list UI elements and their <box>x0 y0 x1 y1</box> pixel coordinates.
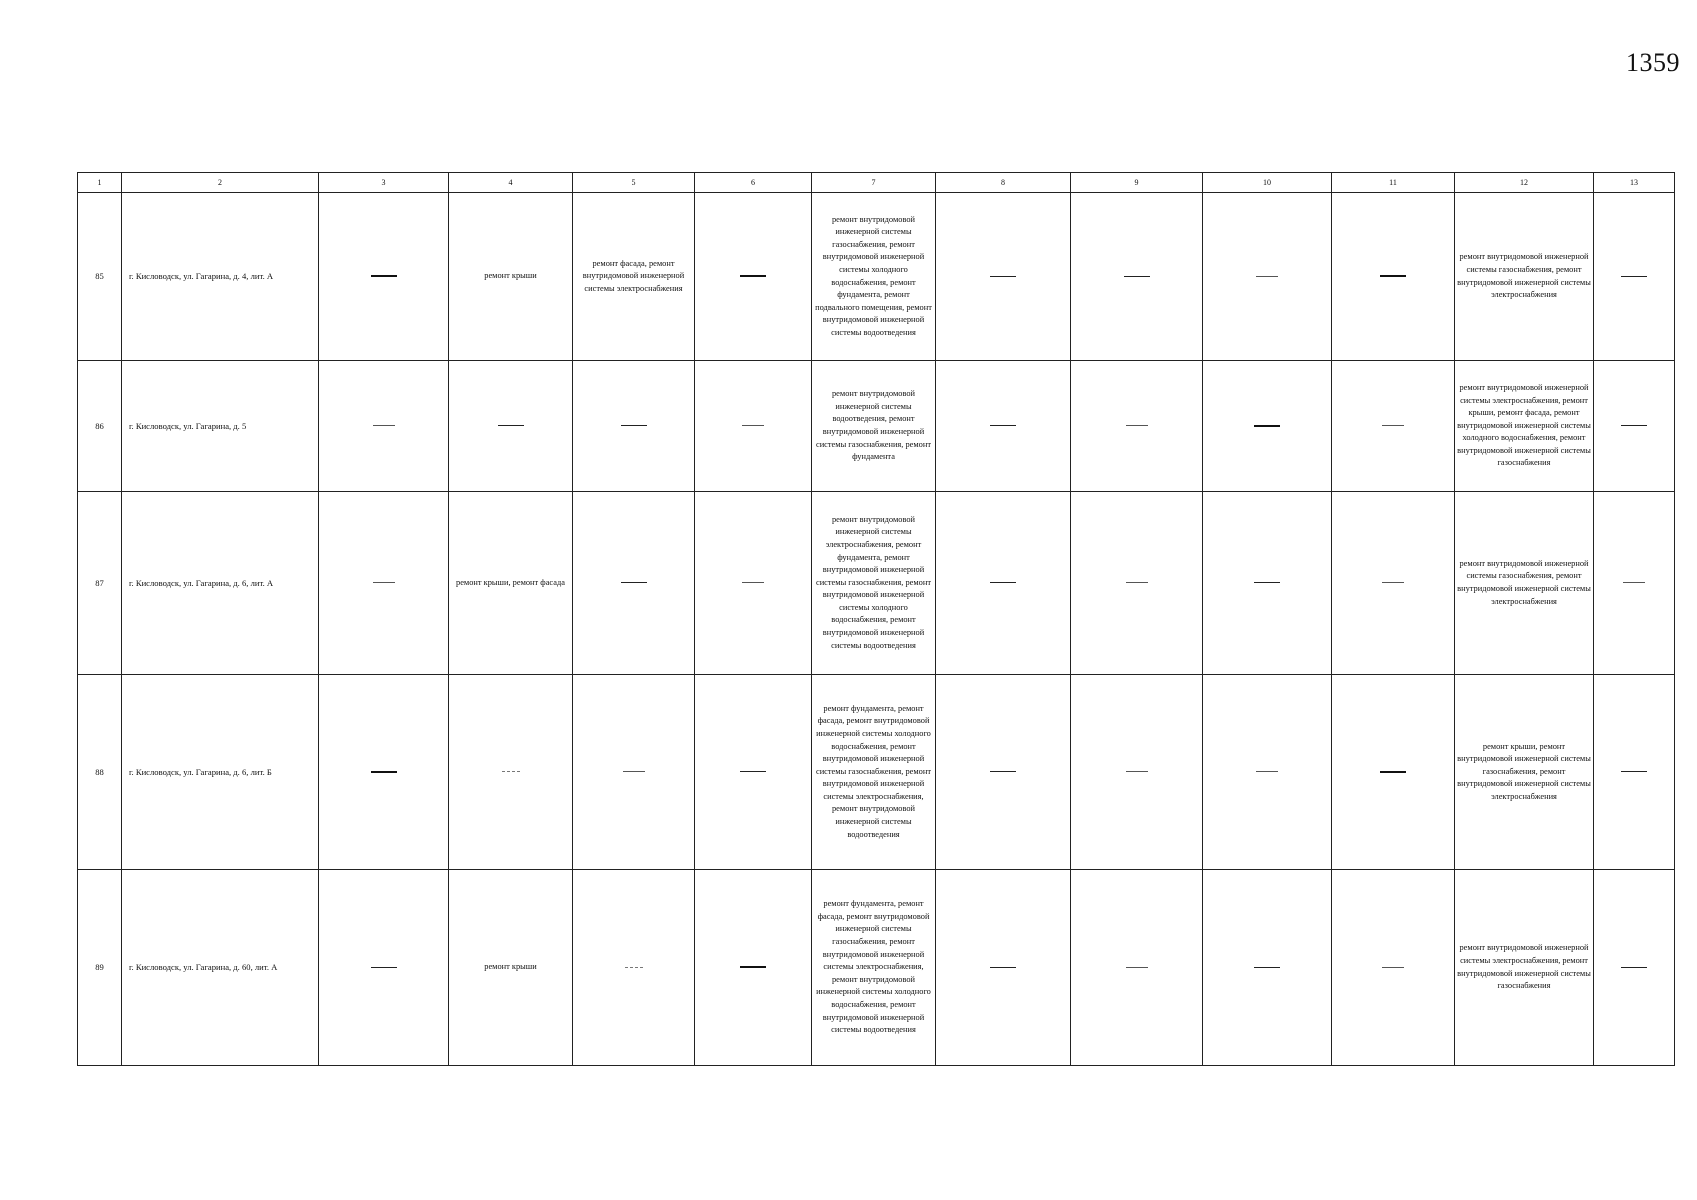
empty-dash-cell <box>936 870 1071 1066</box>
empty-dash-cell <box>695 361 812 492</box>
table-row <box>78 361 1675 492</box>
work-cell: ремонт фундамента, ремонт фасада, ремонт внутридомовой инженерной системы газоснабжения, ремонт внутридомовой инженерной системы электроснабжения, ремонт внутридомовой инженерной системы холодного водоснабжения, ремонт внутридомовой инженерной системы водоотведения <box>812 870 936 1066</box>
dash-mark <box>373 425 395 426</box>
work-cell: ремонт крыши, ремонт внутридомовой инженерной системы газоснабжения, ремонт внутридомовой инженерной системы электроснабжения <box>1455 675 1594 870</box>
empty-dash-cell <box>1332 492 1455 675</box>
table-row <box>78 492 1675 675</box>
empty-dash-cell <box>1071 361 1203 492</box>
table-row <box>78 870 1675 1066</box>
empty-dash-cell <box>695 492 812 675</box>
row-number: 87 <box>78 492 122 675</box>
col-header-9: 9 <box>1071 173 1203 193</box>
empty-dash-cell <box>695 675 812 870</box>
dash-mark <box>1254 967 1280 968</box>
empty-dash-cell <box>1332 361 1455 492</box>
empty-dash-cell <box>1332 193 1455 361</box>
empty-dash-cell <box>1594 675 1675 870</box>
dash-mark <box>625 967 643 968</box>
dash-mark <box>621 425 647 426</box>
dash-mark <box>623 771 645 772</box>
empty-dash-cell <box>449 675 573 870</box>
address-cell: г. Кисловодск, ул. Гагарина, д. 5 <box>122 361 319 492</box>
table-row <box>78 193 1675 361</box>
work-cell: ремонт внутридомовой инженерной системы электроснабжения, ремонт фундамента, ремонт внутридомовой инженерной системы газоснабжения, ремонт внутридомовой инженерной системы холодного водоснабжения, ремонт внутридомовой инженерной системы водоотведения <box>812 492 936 675</box>
dash-mark <box>1382 967 1404 968</box>
work-cell: ремонт внутридомовой инженерной системы газоснабжения, ремонт внутридомовой инженерной системы холодного водоснабжения, ремонт фундамента, ремонт подвального помещения, ремонт внутридомовой инженерной системы водоотведения <box>812 193 936 361</box>
empty-dash-cell <box>1203 492 1332 675</box>
dash-mark <box>742 425 764 426</box>
col-header-1: 1 <box>78 173 122 193</box>
col-header-7: 7 <box>812 173 936 193</box>
dash-mark <box>1126 967 1148 968</box>
empty-dash-cell <box>319 492 449 675</box>
empty-dash-cell <box>1332 870 1455 1066</box>
dash-mark <box>373 582 395 583</box>
dash-mark <box>1256 771 1278 772</box>
dash-mark <box>1126 771 1148 772</box>
dash-mark <box>1124 276 1150 277</box>
dash-mark <box>990 771 1016 772</box>
dash-mark <box>1254 425 1280 427</box>
page-number: 1359 <box>1626 48 1680 77</box>
empty-dash-cell <box>1071 870 1203 1066</box>
dash-mark <box>1382 582 1404 583</box>
work-cell: ремонт внутридомовой инженерной системы электроснабжения, ремонт крыши, ремонт фасада, ремонт внутридомовой инженерной системы холодного водоснабжения, ремонт внутридомовой инженерной системы газоснабжения <box>1455 361 1594 492</box>
empty-dash-cell <box>1594 870 1675 1066</box>
dash-mark <box>1256 276 1278 277</box>
address-cell: г. Кисловодск, ул. Гагарина, д. 4, лит. А <box>122 193 319 361</box>
work-cell: ремонт фасада, ремонт внутридомовой инженерной системы электроснабжения <box>573 193 695 361</box>
col-header-8: 8 <box>936 173 1071 193</box>
dash-mark <box>621 582 647 583</box>
empty-dash-cell <box>936 492 1071 675</box>
empty-dash-cell <box>449 361 573 492</box>
row-number: 86 <box>78 361 122 492</box>
empty-dash-cell <box>1594 193 1675 361</box>
empty-dash-cell <box>573 870 695 1066</box>
work-cell: ремонт внутридомовой инженерной системы электроснабжения, ремонт внутридомовой инженерной системы газоснабжения <box>1455 870 1594 1066</box>
empty-dash-cell <box>1203 361 1332 492</box>
table-row <box>78 675 1675 870</box>
dash-mark <box>498 425 524 426</box>
empty-dash-cell <box>1071 492 1203 675</box>
empty-dash-cell <box>319 675 449 870</box>
dash-mark <box>740 275 766 277</box>
empty-dash-cell <box>695 870 812 1066</box>
dash-mark <box>371 967 397 968</box>
dash-mark <box>742 582 764 583</box>
empty-dash-cell <box>936 193 1071 361</box>
col-header-10: 10 <box>1203 173 1332 193</box>
dash-mark <box>371 771 397 773</box>
dash-mark <box>502 771 520 772</box>
empty-dash-cell <box>1203 870 1332 1066</box>
work-cell: ремонт фундамента, ремонт фасада, ремонт внутридомовой инженерной системы холодного водоснабжения, ремонт внутридомовой инженерной системы газоснабжения, ремонт внутридомовой инженерной системы электроснабжения, ремонт внутридомовой инженерной системы водоотведения <box>812 675 936 870</box>
dash-mark <box>1621 276 1647 277</box>
address-cell: г. Кисловодск, ул. Гагарина, д. 6, лит. Б <box>122 675 319 870</box>
dash-mark <box>740 966 766 968</box>
dash-mark <box>1623 582 1645 583</box>
empty-dash-cell <box>573 675 695 870</box>
dash-mark <box>1254 582 1280 583</box>
row-number: 88 <box>78 675 122 870</box>
dash-mark <box>990 582 1016 583</box>
repair-schedule-table <box>77 172 1675 1066</box>
row-number: 89 <box>78 870 122 1066</box>
empty-dash-cell <box>1332 675 1455 870</box>
dash-mark <box>1126 425 1148 426</box>
empty-dash-cell <box>1071 675 1203 870</box>
empty-dash-cell <box>319 361 449 492</box>
dash-mark <box>1621 771 1647 772</box>
col-header-12: 12 <box>1455 173 1594 193</box>
dash-mark <box>1126 582 1148 583</box>
dash-mark <box>990 425 1016 426</box>
dash-mark <box>990 967 1016 968</box>
empty-dash-cell <box>573 361 695 492</box>
dash-mark <box>1621 425 1647 426</box>
empty-dash-cell <box>1203 675 1332 870</box>
empty-dash-cell <box>319 870 449 1066</box>
dash-mark <box>371 275 397 277</box>
empty-dash-cell <box>573 492 695 675</box>
empty-dash-cell <box>319 193 449 361</box>
dash-mark <box>1380 275 1406 277</box>
empty-dash-cell <box>1203 193 1332 361</box>
dash-mark <box>1382 425 1404 426</box>
col-header-2: 2 <box>122 173 319 193</box>
empty-dash-cell <box>936 361 1071 492</box>
empty-dash-cell <box>936 675 1071 870</box>
dash-mark <box>990 276 1016 277</box>
dash-mark <box>1621 967 1647 968</box>
col-header-13: 13 <box>1594 173 1675 193</box>
work-cell: ремонт внутридомовой инженерной системы газоснабжения, ремонт внутридомовой инженерной системы электроснабжения <box>1455 492 1594 675</box>
empty-dash-cell <box>1594 361 1675 492</box>
dash-mark <box>740 771 766 772</box>
col-header-5: 5 <box>573 173 695 193</box>
row-number: 85 <box>78 193 122 361</box>
empty-dash-cell <box>695 193 812 361</box>
col-header-11: 11 <box>1332 173 1455 193</box>
work-cell: ремонт внутридомовой инженерной системы газоснабжения, ремонт внутридомовой инженерной системы электроснабжения <box>1455 193 1594 361</box>
work-cell: ремонт крыши <box>449 193 573 361</box>
col-header-4: 4 <box>449 173 573 193</box>
work-cell: ремонт крыши <box>449 870 573 1066</box>
work-cell: ремонт крыши, ремонт фасада <box>449 492 573 675</box>
col-header-3: 3 <box>319 173 449 193</box>
empty-dash-cell <box>1594 492 1675 675</box>
header-row <box>78 173 1675 193</box>
address-cell: г. Кисловодск, ул. Гагарина, д. 60, лит. А <box>122 870 319 1066</box>
work-cell: ремонт внутридомовой инженерной системы водоотведения, ремонт внутридомовой инженерной системы газоснабжения, ремонт фундамента <box>812 361 936 492</box>
dash-mark <box>1380 771 1406 773</box>
col-header-6: 6 <box>695 173 812 193</box>
empty-dash-cell <box>1071 193 1203 361</box>
address-cell: г. Кисловодск, ул. Гагарина, д. 6, лит. А <box>122 492 319 675</box>
